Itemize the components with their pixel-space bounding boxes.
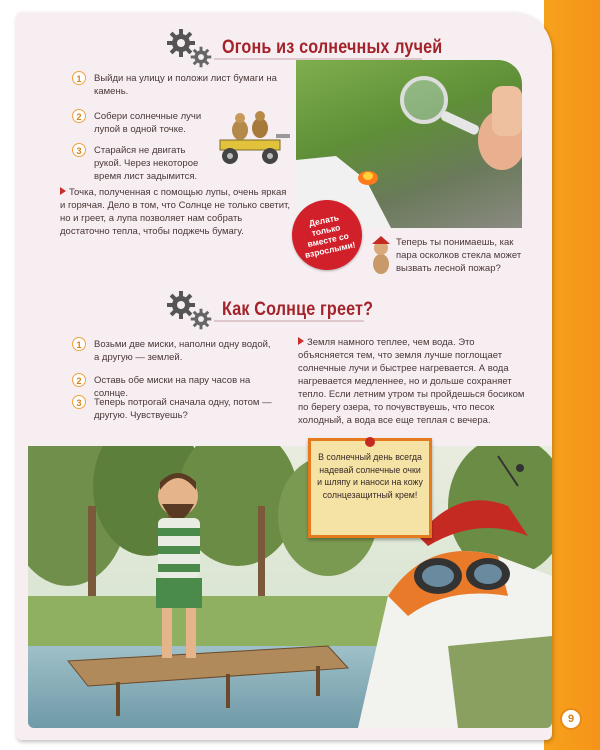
page-edge-orange (544, 0, 600, 750)
section2-step-1 (72, 338, 277, 364)
section1-step-2 (72, 110, 222, 136)
step-number: 3 (72, 395, 86, 409)
step-number: 1 (72, 71, 86, 85)
step-number: 2 (72, 373, 86, 387)
section1-step-3 (72, 144, 212, 183)
section2-underline (214, 320, 364, 322)
mouse-character (366, 236, 396, 276)
step-number: 3 (72, 143, 86, 157)
section2-step-3 (72, 396, 282, 422)
step-number: 2 (72, 109, 86, 123)
step-text: Возьми две миски, наполни одну водой, а другую — землей. (94, 339, 271, 363)
gears-icon (166, 26, 214, 70)
step-text: Теперь потрогай сначала одну, потом — другую. Чувствуешь? (94, 397, 272, 421)
section2-explanation: Земля намного теплее, чем вода. Это объясняется тем, что земля лучше поглощает солнечные лучи и быстрее нагревается. А вода нагревается медленнее, но и дольше сохраняет тепло. Если летним утром ты пройдешься босиком по берегу озера, то почувствуешь, что песок холодный, а вода все еще теплая с вечера. (298, 337, 525, 426)
mice-cart-illustration (212, 110, 292, 170)
gears-icon (166, 288, 214, 332)
scene-drawing (28, 446, 552, 728)
section1-note: Теперь ты понимаешь, как пара осколков стекла может вызвать лесной пожар? (396, 237, 522, 274)
bullet-triangle-icon (298, 337, 304, 345)
pin-icon (365, 437, 375, 447)
section1-step-1 (72, 72, 282, 98)
step-text: Старайся не двигать рукой. Через некоторое время лист задымится. (94, 145, 199, 182)
section2-title: Как Солнце греет? (222, 299, 374, 320)
step-number: 1 (72, 337, 86, 351)
section1-explanation: Точка, полученная с помощью лупы, очень яркая и горячая. Дело в том, что Солнце не только светит, но и греет, а лупа позволяет нам собрать достаточно тепла, чтобы поджечь бумагу. (60, 187, 290, 237)
lake-scene-illustration (28, 446, 552, 728)
section1-title: Огонь из солнечных лучей (222, 37, 443, 58)
adult-supervision-badge: Делать только вместе со взрослыми! (285, 193, 368, 276)
section2-header (166, 288, 400, 332)
sunscreen-sticky-note: В солнечный день всегда надевай солнечные очки и шляпу и наноси на кожу солнцезащитный крем! (308, 438, 432, 538)
page-number: 9 (560, 708, 582, 730)
step-text: Собери солнечные лучи лупой в одной точке. (94, 111, 202, 135)
step-text: Выйди на улицу и положи лист бумаги на камень. (94, 73, 277, 97)
step-text: Оставь обе миски на пару часов на солнце. (94, 375, 251, 399)
bullet-triangle-icon (60, 187, 66, 195)
